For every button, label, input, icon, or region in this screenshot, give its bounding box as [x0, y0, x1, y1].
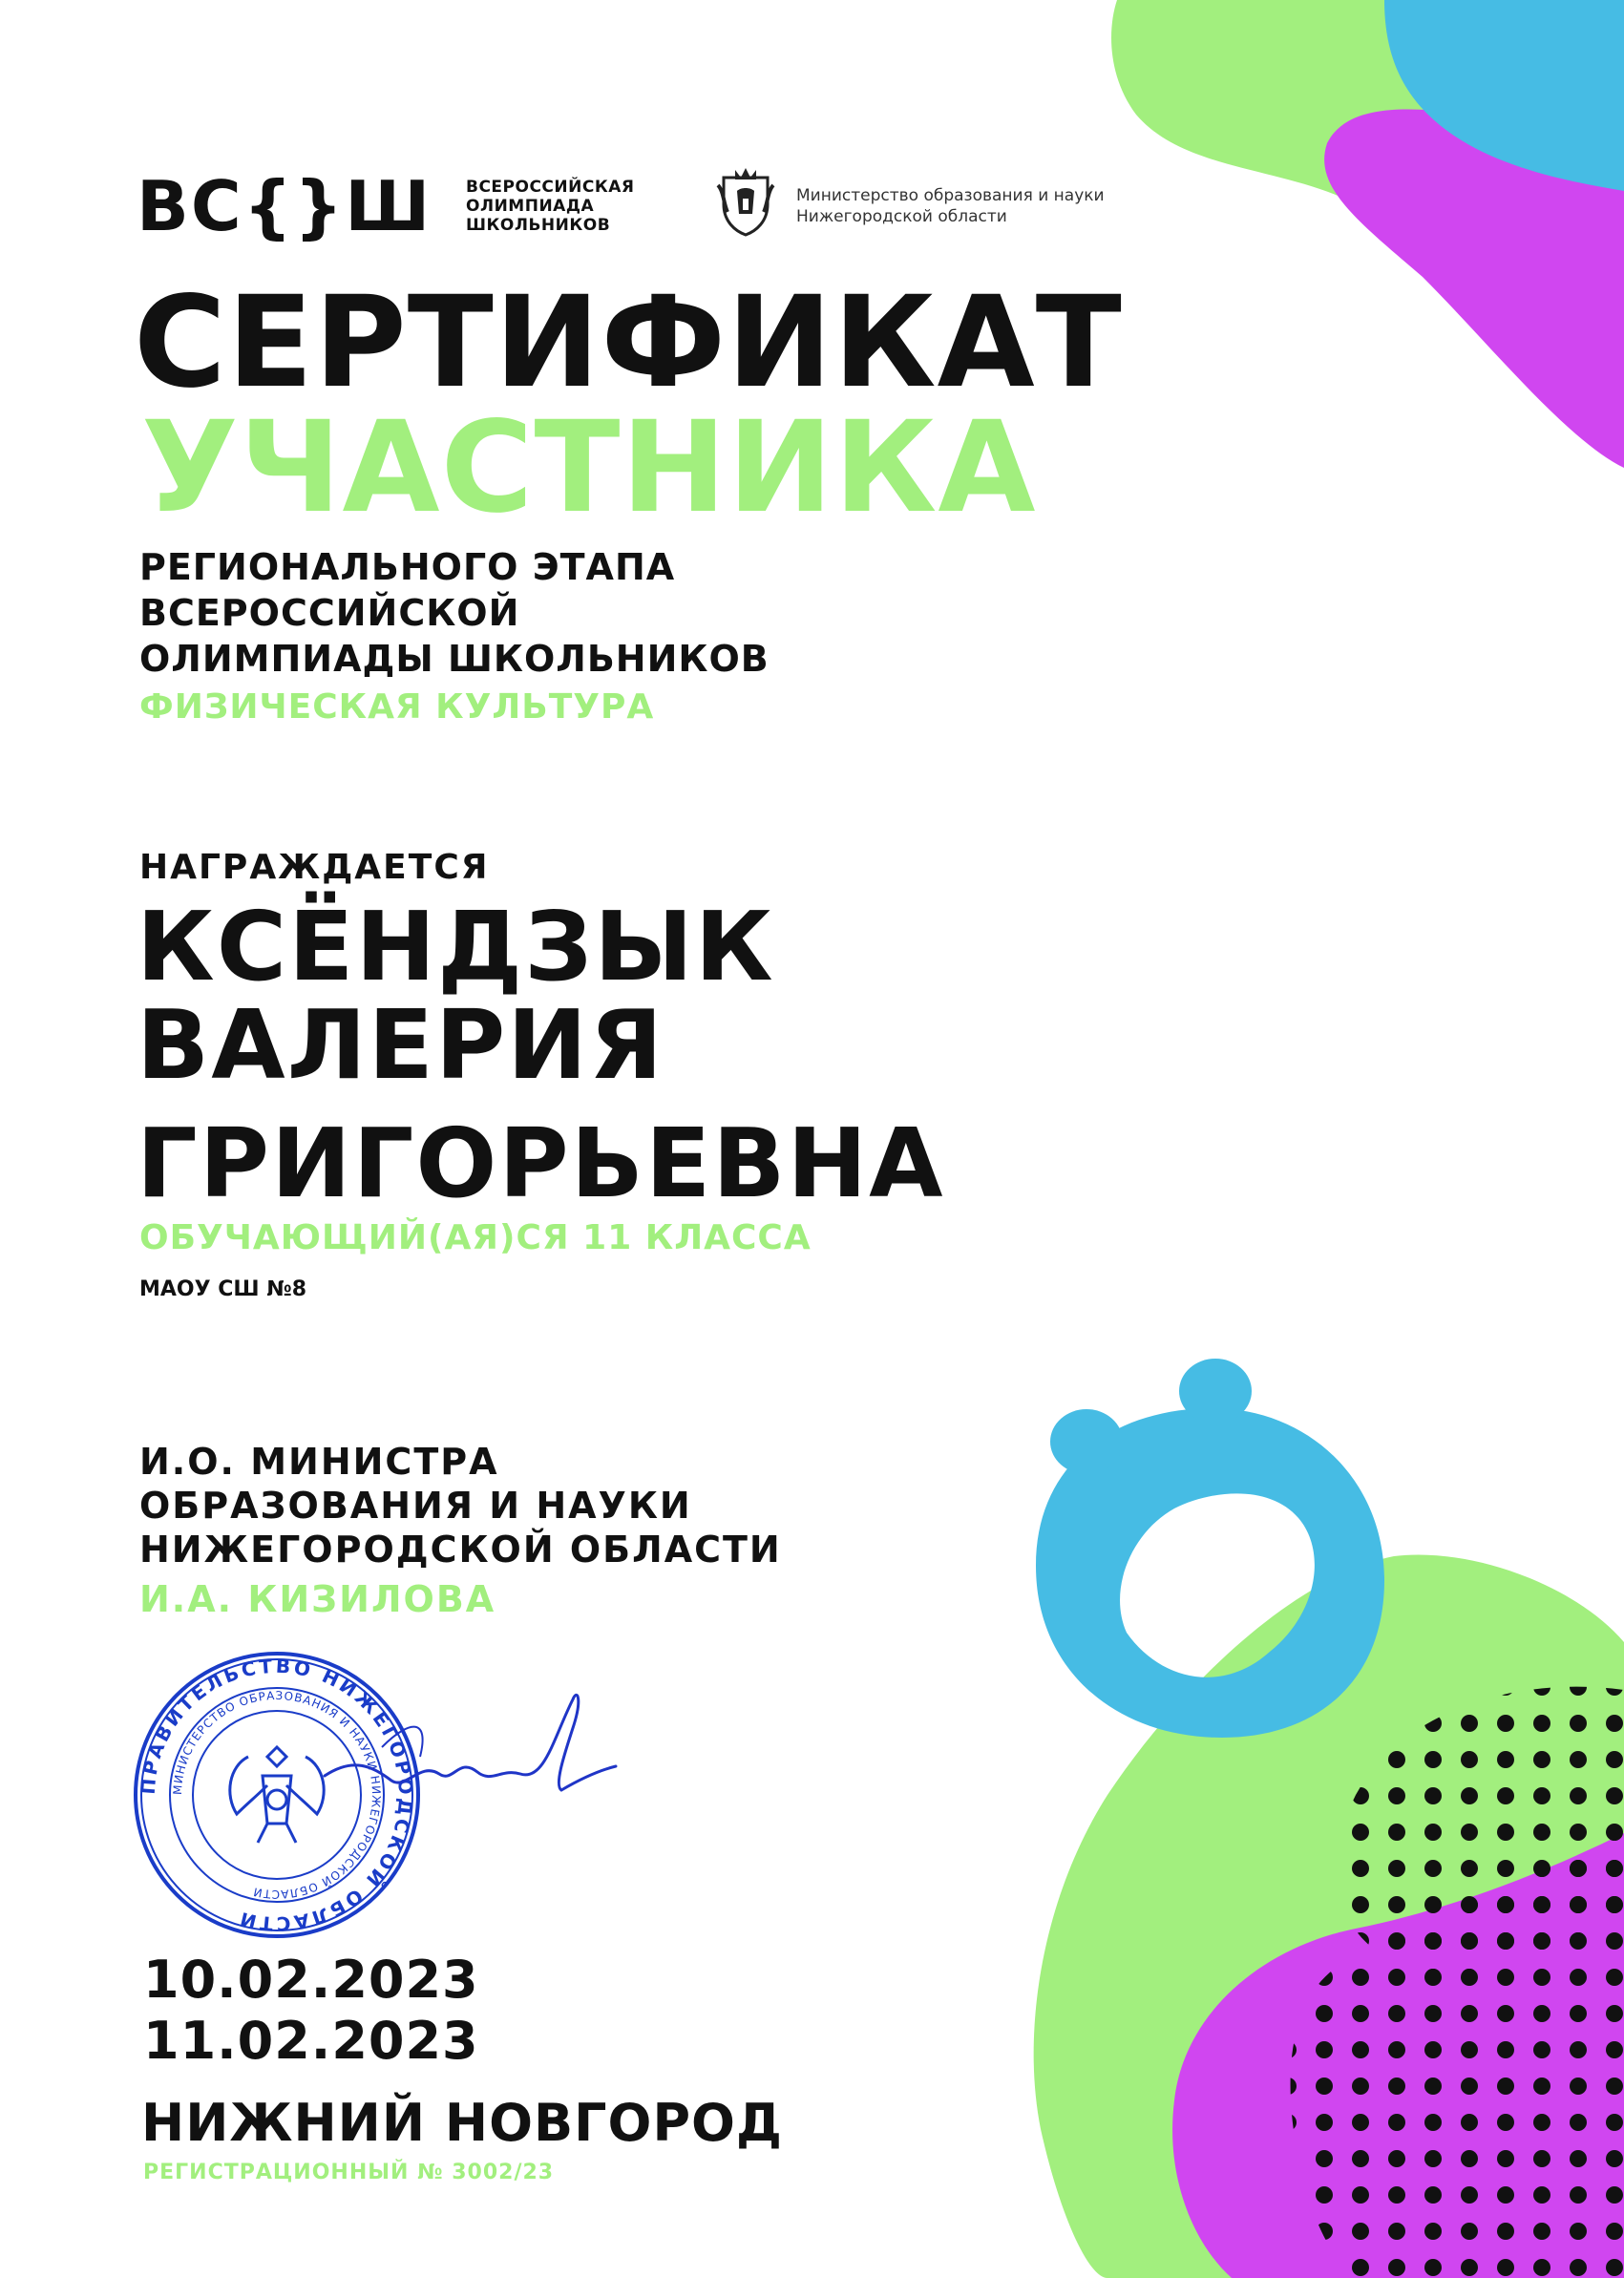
signatory-line: ОБРАЗОВАНИЯ И НАУКИ	[139, 1485, 692, 1527]
logo-subtitle-line: ВСЕРОССИЙСКАЯ	[466, 178, 635, 197]
ministry-name	[796, 185, 1105, 227]
ministry-line: Министерство образования и науки	[796, 186, 1105, 205]
participant-class: ОБУЧАЮЩИЙ(АЯ)СЯ 11 КЛАССА	[139, 1218, 812, 1257]
participant-patronymic: ГРИГОРЬЕВНА	[137, 1107, 945, 1219]
awarded-label: НАГРАЖДАЕТСЯ	[139, 848, 490, 887]
certificate-title: СЕРТИФИКАТ	[134, 269, 1123, 416]
vsosh-logo-subtitle	[466, 178, 634, 235]
olympiad-stage	[139, 544, 770, 682]
blue-dot-left	[1050, 1409, 1123, 1474]
stage-line: ОЛИМПИАДЫ ШКОЛЬНИКОВ	[139, 638, 770, 680]
participant-first-name: ВАЛЕРИЯ	[137, 989, 664, 1101]
stamp-inner-text: МИНИСТЕРСТВО ОБРАЗОВАНИЯ И НАУКИ НИЖЕГОРОДСКОЙ ОБЛАСТИ	[170, 1688, 384, 1902]
event-city: НИЖНИЙ НОВГОРОД	[141, 2093, 784, 2153]
registration-number: РЕГИСТРАЦИОННЫЙ № 3002/23	[143, 2161, 555, 2184]
signatory-line: И.О. МИНИСТРА	[139, 1441, 499, 1483]
blue-dot-right	[1179, 1359, 1252, 1424]
ministry-line: Нижегородской области	[796, 207, 1007, 226]
olympiad-subject: ФИЗИЧЕСКАЯ КУЛЬТУРА	[139, 687, 655, 727]
logo-subtitle-line: ШКОЛЬНИКОВ	[466, 216, 611, 235]
stamp-outer-text: ПРАВИТЕЛЬСТВО НИЖЕГОРОДСКОЙ ОБЛАСТИ	[136, 1654, 418, 1936]
event-date-end: 11.02.2023	[143, 2011, 479, 2071]
stage-line: ВСЕРОССИЙСКОЙ	[139, 592, 520, 634]
participant-surname: КСЁНДЗЫК	[137, 891, 775, 1002]
eagle-emblem-icon	[230, 1747, 324, 1843]
handwritten-signature	[315, 1661, 621, 1833]
signatory-title	[139, 1440, 782, 1571]
event-date-start: 10.02.2023	[143, 1950, 479, 2010]
participant-school: МАОУ СШ №8	[139, 1277, 307, 1301]
signatory-name: И.А. КИЗИЛОВА	[139, 1578, 496, 1620]
logo-subtitle-line: ОЛИМПИАДА	[466, 197, 595, 216]
stage-line: РЕГИОНАЛЬНОГО ЭТАПА	[139, 546, 676, 588]
vsosh-logo: ВС{}Ш	[137, 166, 432, 246]
signatory-line: НИЖЕГОРОДСКОЙ ОБЛАСТИ	[139, 1529, 782, 1571]
coat-of-arms-icon	[714, 166, 777, 237]
certificate-subtitle: УЧАСТНИКА	[141, 394, 1037, 541]
